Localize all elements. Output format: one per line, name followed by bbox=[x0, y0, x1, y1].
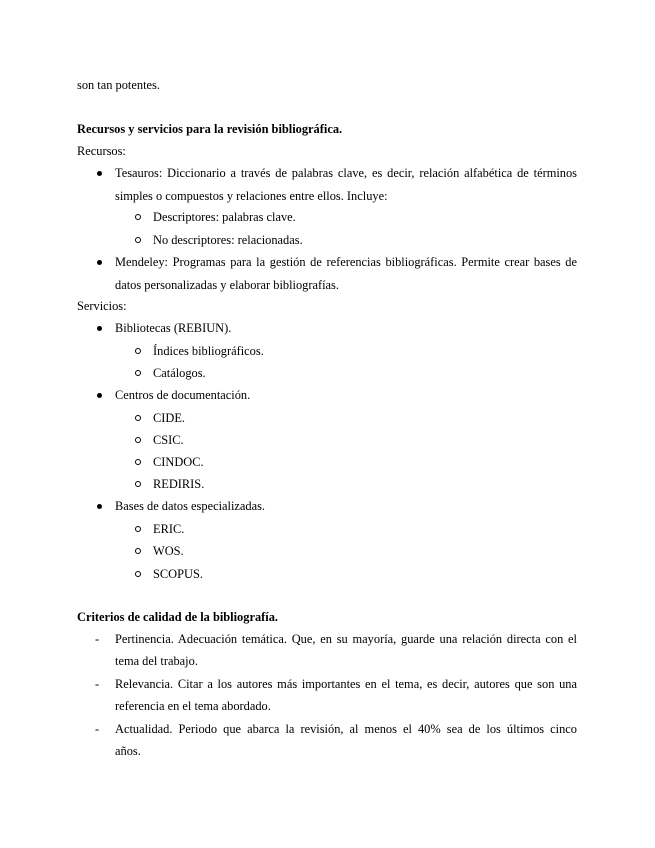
bullet-circle-icon bbox=[135, 459, 141, 465]
section1-heading: Recursos y servicios para la revisión bibliográfica. bbox=[77, 122, 343, 136]
subitem-wos: WOS. bbox=[153, 544, 184, 558]
criterio-pertinencia-line2: tema del trabajo. bbox=[115, 654, 198, 668]
criterio-pertinencia-line1: Pertinencia. Adecuación temática. Que, en su mayoría, guarde una relación directa con el bbox=[115, 632, 577, 646]
subitem-cide: CIDE. bbox=[153, 411, 186, 425]
dash-marker: - bbox=[95, 677, 100, 691]
recurso-mendeley-line1: Mendeley: Programas para la gestión de referencias bibliográficas. Permite crear bases de bbox=[115, 255, 577, 269]
bullet-circle-icon bbox=[135, 370, 141, 376]
servicio-bibliotecas: Bibliotecas (REBIUN). bbox=[115, 321, 232, 335]
criterio-actualidad-line1: Actualidad. Periodo que abarca la revisión, al menos el 40% sea de los últimos cinco bbox=[115, 722, 577, 736]
bullet-circle-icon bbox=[135, 526, 141, 532]
bullet-circle-icon bbox=[135, 481, 141, 487]
recursos-label: Recursos: bbox=[77, 144, 126, 158]
bullet-circle-icon bbox=[135, 214, 141, 220]
subitem-indices: Índices bibliográficos. bbox=[153, 344, 264, 358]
recurso-tesauros-line1: Tesauros: Diccionario a través de palabras clave, es decir, relación alfabética de términos bbox=[115, 166, 577, 180]
criterio-relevancia-line2: referencia en el tema abordado. bbox=[115, 699, 271, 713]
bullet-disc-icon bbox=[97, 504, 102, 509]
servicios-label: Servicios: bbox=[77, 299, 127, 313]
dash-marker: - bbox=[95, 632, 100, 646]
bullet-circle-icon bbox=[135, 548, 141, 554]
bullet-disc-icon bbox=[97, 260, 102, 265]
subitem-catalogos: Catálogos. bbox=[153, 366, 206, 380]
bullet-circle-icon bbox=[135, 348, 141, 354]
subitem-rediris: REDIRIS. bbox=[153, 477, 205, 491]
intro-tail-text: son tan potentes. bbox=[77, 78, 160, 92]
recurso-tesauros-line2: simples o compuestos y relaciones entre ellos. Incluye: bbox=[115, 189, 388, 203]
subitem-csic: CSIC. bbox=[153, 433, 184, 447]
dash-marker: - bbox=[95, 722, 100, 736]
subitem-descriptores: Descriptores: palabras clave. bbox=[153, 210, 296, 224]
servicio-centros: Centros de documentación. bbox=[115, 388, 251, 402]
bullet-disc-icon bbox=[97, 326, 102, 331]
criterio-relevancia-line1: Relevancia. Citar a los autores más importantes en el tema, es decir, autores que son una bbox=[115, 677, 577, 691]
bullet-circle-icon bbox=[135, 415, 141, 421]
section2-heading: Criterios de calidad de la bibliografía. bbox=[77, 610, 278, 624]
subitem-scopus: SCOPUS. bbox=[153, 567, 203, 581]
bullet-disc-icon bbox=[97, 393, 102, 398]
criterio-actualidad-line2: años. bbox=[115, 744, 141, 758]
bullet-circle-icon bbox=[135, 237, 141, 243]
subitem-cindoc: CINDOC. bbox=[153, 455, 204, 469]
bullet-circle-icon bbox=[135, 437, 141, 443]
bullet-circle-icon bbox=[135, 571, 141, 577]
recurso-mendeley-line2: datos personalizadas y elaborar bibliografías. bbox=[115, 278, 339, 292]
bullet-disc-icon bbox=[97, 171, 102, 176]
subitem-no-descriptores: No descriptores: relacionadas. bbox=[153, 233, 303, 247]
servicio-bases: Bases de datos especializadas. bbox=[115, 499, 266, 513]
subitem-eric: ERIC. bbox=[153, 522, 185, 536]
